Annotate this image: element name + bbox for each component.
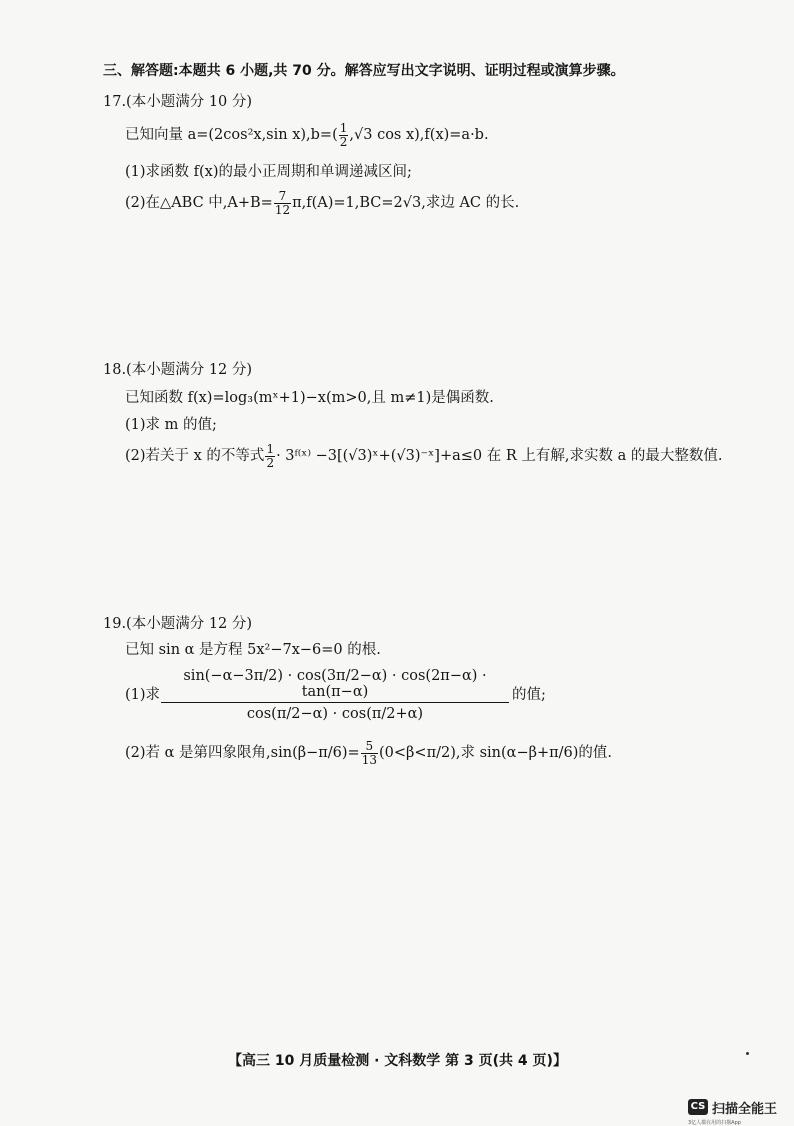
q17-given-b: ,√3 cos x),f(x)=a·b. bbox=[349, 127, 489, 144]
q19-title: 19.(本小题满分 12 分) bbox=[103, 616, 253, 632]
q18-part2-frac-num: 1 bbox=[266, 442, 275, 456]
q17-part2-b: π,f(A)=1,BC=2√3,求边 AC 的长. bbox=[292, 195, 520, 212]
q17-given-frac-den: 2 bbox=[339, 134, 348, 149]
q17-given-a: 已知向量 a=(2cos²x,sin x),b=( bbox=[125, 127, 338, 144]
q19-part2-a: (2)若 α 是第四象限角,sin(β−π/6)= bbox=[125, 745, 360, 762]
camscanner-name: 扫描全能王 bbox=[712, 1102, 778, 1117]
q17-given-frac-num: 1 bbox=[339, 121, 348, 135]
q19-part1-numerator: sin(−α−3π/2) · cos(3π/2−α) · cos(2π−α) · tan(π−α) bbox=[161, 668, 509, 703]
camscanner-logo-icon: CS bbox=[688, 1099, 708, 1115]
section-header: 三、解答题:本题共 6 小题,共 70 分。解答应写出文字说明、证明过程或演算步骤。 bbox=[103, 63, 625, 79]
q19-part1-suffix: 的值; bbox=[512, 687, 546, 703]
q19-part1-fraction bbox=[161, 668, 509, 722]
q17-title: 17.(本小题满分 10 分) bbox=[103, 94, 253, 110]
q19-part2 bbox=[125, 740, 612, 766]
q18-title: 18.(本小题满分 12 分) bbox=[103, 362, 253, 378]
q17-given-fraction bbox=[339, 122, 349, 148]
q17-part2-fraction bbox=[274, 190, 291, 216]
q19-part2-b: (0<β<π/2),求 sin(α−β+π/6)的值. bbox=[379, 745, 613, 762]
q18-given: 已知函数 f(x)=log₃(mˣ+1)−x(m>0,且 m≠1)是偶函数. bbox=[125, 390, 494, 406]
q19-part2-frac-num: 5 bbox=[361, 740, 378, 754]
q17-part2-frac-num: 7 bbox=[274, 190, 291, 204]
q19-part2-fraction bbox=[361, 740, 378, 766]
q18-part1: (1)求 m 的值; bbox=[125, 417, 217, 433]
q17-part2 bbox=[125, 190, 519, 216]
page-footer: 【高三 10 月质量检测 · 文科数学 第 3 页(共 4 页)】 bbox=[228, 1053, 567, 1069]
q17-part2-frac-den: 12 bbox=[274, 202, 291, 217]
q18-part2-frac-den: 2 bbox=[266, 455, 275, 470]
q17-part2-a: (2)在△ABC 中,A+B= bbox=[125, 195, 273, 212]
q18-part2-a: (2)若关于 x 的不等式 bbox=[125, 448, 265, 465]
q19-part2-frac-den: 13 bbox=[361, 752, 377, 767]
camscanner-tagline: 3亿人都在用的扫描App bbox=[688, 1120, 741, 1126]
q19-given: 已知 sin α 是方程 5x²−7x−6=0 的根. bbox=[125, 642, 381, 658]
scan-dot bbox=[746, 1052, 749, 1055]
q19-part1-denominator: cos(π/2−α) · cos(π/2+α) bbox=[246, 706, 424, 722]
q18-part2-fraction bbox=[265, 443, 275, 469]
q18-part2-b: · 3ᶠ⁽ˣ⁾ −3[(√3)ˣ+(√3)⁻ˣ]+a≤0 在 R 上有解,求实数 a 的最大整数值. bbox=[276, 448, 723, 465]
q18-part2 bbox=[125, 443, 722, 469]
q17-given bbox=[125, 122, 489, 148]
q17-part1: (1)求函数 f(x)的最小正周期和单调递减区间; bbox=[125, 164, 412, 180]
q19-part1-label: (1)求 bbox=[125, 687, 161, 703]
